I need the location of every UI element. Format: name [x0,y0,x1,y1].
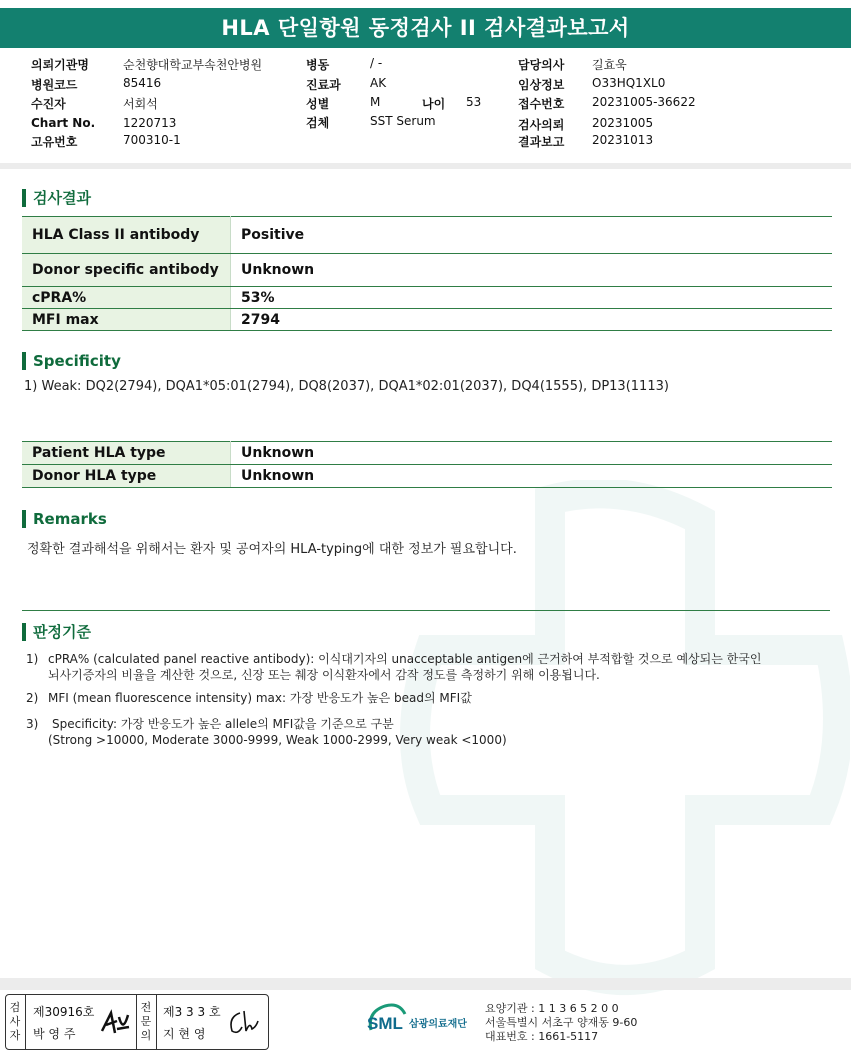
specialist-license: 제3 3 3 호 [163,1005,221,1019]
sml-logo [365,1000,485,1040]
label-receipt-no: 접수번호 [518,97,565,111]
table-row [22,442,832,465]
result-key: HLA Class II antibody [22,217,231,254]
criteria-line: (Strong >10000, Moderate 3000-9999, Weak 1000-2999, Very weak <1000) [48,733,507,747]
value-physician: 길효욱 [592,58,627,72]
logo-org-name: 삼광의료재단 [409,1019,467,1030]
criteria-line: MFI (mean fluorescence intensity) max: 가장 반응도가 높은 bead의 MFI값 [48,691,472,705]
examiner-signature-icon [99,1007,131,1039]
report-title: HLA 단일항원 동정검사 II 검사결과보고서 [0,8,851,48]
criteria-number: 2) [26,691,39,705]
hla-type-key: Donor HLA type [22,465,231,488]
label-clinical-info: 임상정보 [518,78,565,92]
hla-type-table [22,441,832,488]
value-age: 53 [466,95,482,109]
value-sex: M [370,95,381,109]
signature-box [5,994,269,1050]
label-sex: 성별 [306,97,330,111]
value-department: AK [370,76,387,90]
table-row [22,309,832,331]
address-line: 대표번호 : 1661-5117 [485,1030,599,1043]
result-value: Unknown [231,254,833,287]
specialist-label-char: 문 [140,1015,152,1028]
logo-text: SML [367,1014,403,1033]
examiner-label-char: 사 [9,1015,21,1028]
table-row [22,287,832,309]
label-specimen: 검체 [306,116,330,130]
value-requesting-institution: 순천향대학교부속천안병원 [123,58,263,72]
result-value: Positive [231,217,833,254]
criteria-line: cPRA% (calculated panel reactive antibody): 이식대기자의 unacceptable antigen에 근거하여 부적합할 것으로 예상되는 한국인 [48,652,762,666]
hla-type-key: Patient HLA type [22,442,231,465]
value-hospital-code: 85416 [123,76,162,90]
specialist-label-char: 의 [140,1029,152,1042]
value-chart-no: 1220713 [123,116,177,130]
remarks-text: 정확한 결과해석을 위해서는 환자 및 공여자의 HLA-typing에 대한 정보가 필요합니다. [27,542,517,557]
value-request-date: 20231005 [592,116,654,130]
patient-info-header [0,56,851,156]
sml-logo-icon [365,1000,485,1040]
specialist-label-char: 전 [140,1001,152,1014]
criteria-divider [22,610,830,611]
examiner-license: 제30916호 [33,1005,95,1019]
criteria-number: 3) [26,717,39,731]
label-hospital-code: 병원코드 [31,78,78,92]
criteria-item [26,651,786,685]
value-specimen: SST Serum [370,114,436,128]
specialist-name: 지 현 영 [163,1027,206,1041]
organization-address [485,1002,637,1044]
result-key: Donor specific antibody [22,254,231,287]
section-title-specificity: Specificity [22,352,121,370]
address-line: 요양기관 : 1 1 3 6 5 2 0 0 [485,1002,619,1015]
examiner-name: 박 영 주 [33,1027,76,1041]
table-row [22,217,832,254]
examiner-label-char: 자 [9,1029,21,1042]
criteria-number: 1) [26,652,39,666]
hla-type-value: Unknown [231,465,833,488]
label-patient-name: 수진자 [31,97,66,111]
label-requesting-institution: 의뢰기관명 [31,58,89,72]
signature-divider [136,995,137,1049]
hla-type-value: Unknown [231,442,833,465]
section-title-remarks: Remarks [22,510,107,528]
criteria-line: 뇌사기증자의 비율을 계산한 것으로, 신장 또는 췌장 이식환자에서 감작 정도를 측정하기 위해 이용됩니다. [48,668,600,682]
label-ward: 병동 [306,58,330,72]
result-value: 53% [231,287,833,309]
criteria-line: Specificity: 가장 반응도가 높은 allele의 MFI값을 기준으로 구분 [52,717,394,731]
signature-divider [156,995,157,1049]
label-physician: 담당의사 [518,58,565,72]
header-separator [0,163,851,169]
label-unique-id: 고유번호 [31,135,78,149]
result-key: MFI max [22,309,231,331]
section-title-criteria: 판정기준 [22,623,91,641]
label-report-date: 결과보고 [518,135,565,149]
value-clinical-info: O33HQ1XL0 [592,76,666,90]
specialist-signature-icon [226,1007,260,1037]
value-unique-id: 700310-1 [123,133,181,147]
table-row [22,465,832,488]
label-department: 진료과 [306,78,341,92]
value-report-date: 20231013 [592,133,654,147]
signature-divider [25,995,26,1049]
label-age: 나이 [422,97,446,111]
label-chart-no: Chart No. [31,116,96,130]
value-ward: / - [370,56,383,70]
footer-separator [0,978,851,990]
label-request-date: 검사의뢰 [518,118,565,132]
value-receipt-no: 20231005-36622 [592,95,696,109]
result-value: 2794 [231,309,833,331]
criteria-item [26,690,786,708]
section-title-results: 검사결과 [22,189,91,207]
address-line: 서울특별시 서초구 양재동 9-60 [485,1016,638,1029]
criteria-item [26,716,786,750]
specificity-text: 1) Weak: DQ2(2794), DQA1*05:01(2794), DQ8(2037), DQA1*02:01(2037), DQ4(1555), DP13(1113) [24,379,669,394]
table-row [22,254,832,287]
results-table [22,216,832,331]
examiner-label-char: 검 [9,1001,21,1014]
result-key: cPRA% [22,287,231,309]
value-patient-name: 서회석 [123,97,158,111]
